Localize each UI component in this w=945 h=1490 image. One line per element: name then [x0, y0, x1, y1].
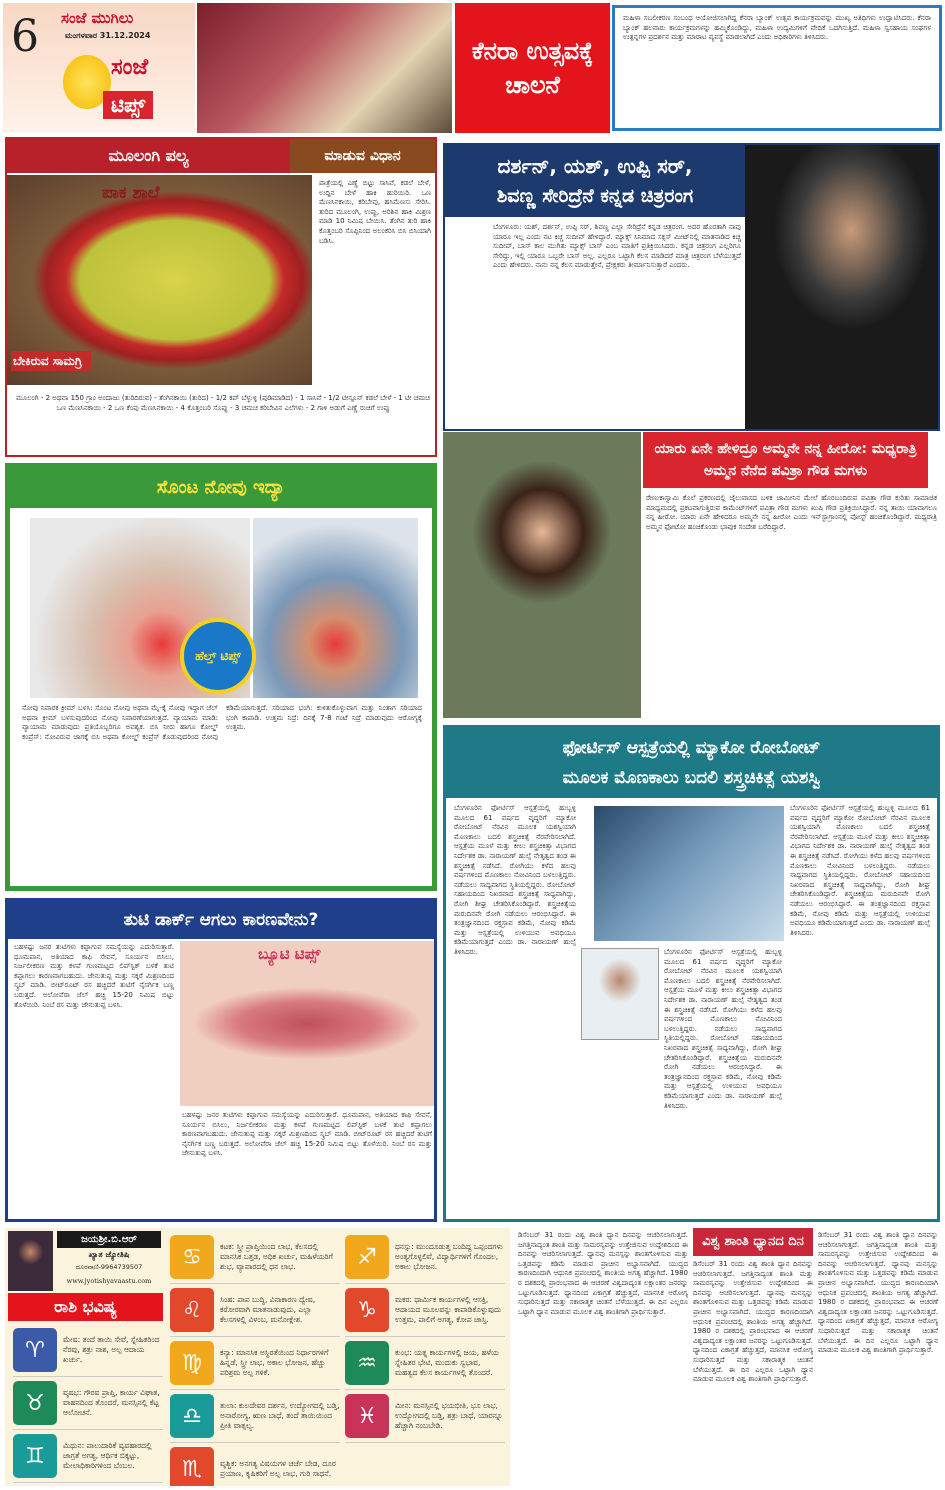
- canara-article: ಮಹಿಳಾ ಸಬಲೀಕರಣ ಸಂಬಂಧ ಆಯೋಜಿಸಲಾಗಿದ್ದ ಕೆನರಾ ಬ್ಯಾಂಕ್ ಉತ್ಸವ ಕಾರ್ಯಕ್ರಮವನ್ನು ಮುಖ್ಯ ಅತಿಥಿಗಳು ಉದ್ಘಾಟಿಸಿದರು. ಕೆನರಾ ಬ್ಯಾಂಕ್ ಹಲವಾರು ಕಾರ್ಯಕ್ರಮಗಳನ್ನು ಹಮ್ಮಿಕೊಂಡಿದ್ದು, ಮಹಿಳಾ ಉದ್ಯಮಿಗಳಿಗೆ ವೇದಿಕೆ ಒದಗಿಸುತ್ತಿದೆ. ಮಹಿಳಾ ಸ್ವಸಹಾಯ ಸಂಘಗಳ ಉತ್ಪನ್ನಗಳ ಪ್ರದರ್ಶನ ಮತ್ತು ಮಾರಾಟ ವ್ಯವಸ್ಥೆ ಮಾಡಲಾಗಿದೆ ಎಂದು ಅಧಿಕಾರಿಗಳು ತಿಳಿಸಿದರು.: [612, 5, 942, 131]
- fortis-headline-band: [446, 728, 937, 798]
- beauty-tips-label: ಬ್ಯೂಟಿ ಟಿಪ್ಸ್: [258, 945, 321, 963]
- canara-headline: ಕೆನರಾ ಉತ್ಸವಕ್ಕೆ ಚಾಲನೆ: [471, 37, 594, 99]
- darshan-section: [443, 143, 940, 431]
- recipe-method: ಪಾತ್ರೆಯಲ್ಲಿ ಎಣ್ಣೆ ಬಿಟ್ಟು ಸಾಸಿವೆ, ಕಡಲೆ ಬೇಳೆ, ಉದ್ದಿನ ಬೇಳೆ ಹಾಕಿ ಹುರಿಯಿರಿ. ಒಣ ಮೆಣಸಿನಕಾಯಿ, ಕರಿಬೇವು, ಹಸಿಮೆಣಸು ಸೇರಿಸಿ. ತುರಿದ ಮೂಲಂಗಿ, ಉಪ್ಪು, ಅರಿಶಿನ ಹಾಕಿ ಮಿಶ್ರಣ ಮಾಡಿ 10 ನಿಮಿಷ ಬೇಯಿಸಿ. ತೆಂಗಿನ ತುರಿ ಹಾಕಿ ಕೊತ್ತಂಬರಿ ಸೊಪ್ಪಿನಿಂದ ಅಲಂಕರಿಸಿ ಬಿಸಿ ಬಿಸಿಯಾಗಿ ಬಡಿಸಿ.: [319, 179, 431, 245]
- section-title-tips: ಟಿಪ್ಸ್: [103, 91, 153, 119]
- horoscope-text: ಮೀನ: ಮನಸ್ಸಿನಲ್ಲಿ ಭಯಭೀತಿ, ಭೂ ಲಾಭ, ಉದ್ಯೋಗದಲ್ಲಿ ಬಡ್ತಿ, ಶತ್ರು ಬಾಧೆ, ಯಾರನ್ನೂ ಹೆಚ್ಚಾಗಿ ನಂಬಬೇಡಿ.: [395, 1401, 503, 1430]
- darshan-article: ಬೆಂಗಳೂರು: ಯಶ್, ದರ್ಶನ್, ಉಪ್ಪಿ ಸರ್, ಶಿವಣ್ಣ ಎಲ್ಲಾ ಸೇರಿದ್ರೆನೆ ಕನ್ನಡ ಚಿತ್ರರಂಗ. ಅದರ ಹೊರತಾಗಿ ನಾವು ಯಾರೂ ಇಲ್ಲ ಎಂದು ನಟ ಕಿಚ್ಚ ಸುದೀಪ್ ಹೇಳಿದ್ದಾರೆ. ಮ್ಯಾಕ್ಸ್ ಸಿನಿಮಾದ ಸಕ್ಸಸ್ ಮೀಟ್‌ನಲ್ಲಿ ಮಾತನಾಡಿದ ಕಿಚ್ಚ ಸುದೀಪ್, ಬಾಸ್ ಕಾಲ ಮುಗಿತು ಮ್ಯಾಕ್ಸ್ ಬಾಸ್ ಎಂಬ ಮಾತಿಗೆ ಪ್ರತಿಕ್ರಿಯಿಸಿದರು. ಕನ್ನಡ ಚಿತ್ರರಂಗ ಎಲ್ಲರಿಗೂ ಸೇರಿದ್ದು, ಇಲ್ಲಿ ಯಾರೂ ಒಬ್ಬರೇ ಬಾಸ್ ಅಲ್ಲ. ಎಲ್ಲರೂ ಒಟ್ಟಾಗಿ ಕೆಲಸ ಮಾಡಿದರೆ ಮಾತ್ರ ಚಿತ್ರರಂಗ ಬೆಳೆಯುತ್ತದೆ ಎಂದು ಹೇಳಿದರು. ನಾನು ನನ್ನ ಕೆಲಸ ಮಾಡುತ್ತೇನೆ, ಪ್ರೇಕ್ಷಕರು ತೀರ್ಮಾನಿಸುತ್ತಾರೆ ಎಂದರು.: [493, 223, 741, 270]
- page-number: 6: [11, 11, 39, 62]
- recipe-title-bar: [7, 139, 290, 173]
- astrologer-title: ಖ್ಯಾತ ಜ್ಯೋತಿಷಿ: [88, 1250, 130, 1259]
- health-tips-badge: [180, 618, 256, 694]
- back-pain-headline: ಸೊಂಟ ನೋವು ಇದ್ಯಾ: [156, 477, 286, 498]
- meditation-article-col3: ಡಿಸೆಂಬರ್ 31 ರಂದು ವಿಶ್ವ ಶಾಂತಿ ಧ್ಯಾನ ದಿನವನ್ನು ಆಚರಿಸಲಾಗುತ್ತದೆ. ಜಗತ್ತಿನಾದ್ಯಂತ ಶಾಂತಿ ಮತ್ತು ಸಾಮರಸ್ಯವನ್ನು ಉತ್ತೇಜಿಸುವ ಉದ್ದೇಶದಿಂದ ಈ ದಿನವನ್ನು ಆಚರಿಸಲಾಗುತ್ತದೆ. ಧ್ಯಾನವು ಮನಸ್ಸನ್ನು ಶಾಂತಗೊಳಿಸುವ ಮತ್ತು ಒತ್ತಡವನ್ನು ಕಡಿಮೆ ಮಾಡುವ ಪ್ರಾಚೀನ ಅಭ್ಯಾಸವಾಗಿದೆ. ಯುದ್ಧದ ಕಾರಣದಿಂದಾಗಿ ಆಧುನಿಕ ಪ್ರಪಂಚದಲ್ಲಿ ಶಾಂತಿಯ ಅಗತ್ಯ ಹೆಚ್ಚಾಗಿದೆ. 1980 ರ ದಶಕದಲ್ಲಿ ಪ್ರಾರಂಭವಾದ ಈ ಆಚರಣೆ ವಿಶ್ವದಾದ್ಯಂತ ಲಕ್ಷಾಂತರ ಜನರನ್ನು ಒಟ್ಟುಗೂಡಿಸುತ್ತದೆ. ಧ್ಯಾನದಿಂದ ಏಕಾಗ್ರತೆ ಹೆಚ್ಚುತ್ತದೆ, ಮಾನಸಿಕ ಆರೋಗ್ಯ ಸುಧಾರಿಸುತ್ತದೆ ಮತ್ತು ಸಕಾರಾತ್ಮಕ ಚಿಂತನೆ ಬೆಳೆಯುತ್ತದೆ. ಈ ದಿನ ಎಲ್ಲರೂ ಒಟ್ಟಾಗಿ ಧ್ಯಾನ ಮಾಡುವ ಮೂಲಕ ವಿಶ್ವ ಶಾಂತಿಗಾಗಿ ಪ್ರಾರ್ಥಿಸುತ್ತಾರೆ.: [818, 1231, 938, 1355]
- fortis-body-area: [446, 798, 937, 1219]
- meditation-article-col1: ಡಿಸೆಂಬರ್ 31 ರಂದು ವಿಶ್ವ ಶಾಂತಿ ಧ್ಯಾನ ದಿನವನ್ನು ಆಚರಿಸಲಾಗುತ್ತದೆ. ಜಗತ್ತಿನಾದ್ಯಂತ ಶಾಂತಿ ಮತ್ತು ಸಾಮರಸ್ಯವನ್ನು ಉತ್ತೇಜಿಸುವ ಉದ್ದೇಶದಿಂದ ಈ ದಿನವನ್ನು ಆಚರಿಸಲಾಗುತ್ತದೆ. ಧ್ಯಾನವು ಮನಸ್ಸನ್ನು ಶಾಂತಗೊಳಿಸುವ ಮತ್ತು ಒತ್ತಡವನ್ನು ಕಡಿಮೆ ಮಾಡುವ ಪ್ರಾಚೀನ ಅಭ್ಯಾಸವಾಗಿದೆ. ಯುದ್ಧದ ಕಾರಣದಿಂದಾಗಿ ಆಧುನಿಕ ಪ್ರಪಂಚದಲ್ಲಿ ಶಾಂತಿಯ ಅಗತ್ಯ ಹೆಚ್ಚಾಗಿದೆ. 1980 ರ ದಶಕದಲ್ಲಿ ಪ್ರಾರಂಭವಾದ ಈ ಆಚರಣೆ ವಿಶ್ವದಾದ್ಯಂತ ಲಕ್ಷಾಂತರ ಜನರನ್ನು ಒಟ್ಟುಗೂಡಿಸುತ್ತದೆ. ಧ್ಯಾನದಿಂದ ಏಕಾಗ್ರತೆ ಹೆಚ್ಚುತ್ತದೆ, ಮಾನಸಿಕ ಆರೋಗ್ಯ ಸುಧಾರಿಸುತ್ತದೆ ಮತ್ತು ಸಕಾರಾತ್ಮಕ ಚಿಂತನೆ ಬೆಳೆಯುತ್ತದೆ. ಈ ದಿನ ಎಲ್ಲರೂ ಒಟ್ಟಾಗಿ ಧ್ಯಾನ ಮಾಡುವ ಮೂಲಕ ವಿಶ್ವ ಶಾಂತಿಗಾಗಿ ಪ್ರಾರ್ಥಿಸುತ್ತಾರೆ.: [518, 1231, 688, 1316]
- horoscope-text: ಕಟಕ: ಸ್ತ್ರೀ ಪ್ರಾಪ್ತಿಯಿಂದ ಲಾಭ, ಕೆಲಸದಲ್ಲಿ ಮಾನಸಿಕ ಒತ್ತಡ, ಅಧಿಕ ಖರ್ಚು, ಮಹಿಳೆಯರಿಗೆ ಶುಭ, ವ್ಯಾಪಾರದಲ್ಲಿ ಧನ ಲಾಭ.: [220, 1242, 333, 1271]
- horoscope-sign-0: [13, 1324, 163, 1377]
- lips-photo: [180, 941, 434, 1106]
- back-pain-section: [5, 463, 437, 891]
- amma-article: ರೇಣುಕಾಸ್ವಾಮಿ ಕೊಲೆ ಪ್ರಕರಣದಲ್ಲಿ ಜೈಲುವಾಸದ ಬಳಿಕ ಜಾಮೀನಿನ ಮೇಲೆ ಹೊರಬಂದಿರುವ ಪವಿತ್ರಾ ಗೌಡ ಕುರಿತು ಸಾಮಾಜಿಕ ಮಾಧ್ಯಮದಲ್ಲಿ ಪ್ರಕಟವಾಗುತ್ತಿರುವ ಕಾಮೆಂಟ್‌ಗಳಿಗೆ ಪವಿತ್ರಾ ಗೌಡ ಮಗಳು ಖುಷಿ ಗೌಡ ಪ್ರತಿಕ್ರಿಯಿಸಿದ್ದಾರೆ. ನನ್ನ ತಾಯಿ ಯಾವಾಗಲೂ ನನ್ನ ಹೀರೋ. ಯಾರು ಏನೇ ಹೇಳಿದರೂ ಅಮ್ಮನೇ ನನ್ನ ಹೀರೋ ಎಂದು ಇನ್‌ಸ್ಟಾಗ್ರಾಂನಲ್ಲಿ ಪೋಸ್ಟ್ ಹಂಚಿಕೊಂಡಿದ್ದಾರೆ. ಮಧ್ಯರಾತ್ರಿ ಅಮ್ಮನ ಫೋಟೋ ಹಂಚಿಕೊಂಡು ಭಾವುಕ ಸಂದೇಶ ಬರೆದಿದ್ದಾರೆ.: [646, 494, 937, 531]
- recipe-ingredients: ಮೂಲಂಗಿ - 2 ಅಥವಾ 150 ಗ್ರಾಂ ಅಂದಾಜು (ತುರಿದಿರುವ) - ತೆಂಗಿನಕಾಯಿ (ತುರಿದ) - 1/2 ಕಪ್ ಬೆಳ್ಳುಳ್ಳಿ (ಪುಡಿಮಾಡಿದ) - 1 ಸಾಸಿವೆ - 1/2 ಟೀಸ್ಪೂನ್ ಕಡಲೆ ಬೇಳೆ - 1 ಟೀ ಚಮಚ ಒಣ ಮೆಣಸಿನಕಾಯಿ - 2 ಒಣ ಕೆಂಪು ಮೆಣಸಿನಕಾಯಿ - 4 ಕೊತ್ತಂಬರಿ ಸೊಪ್ಪು - 3 ಚಮಚ ಕರಿಬೇವಿನ ಎಲೆಗಳು - 2 ಗಾಳಿ ಅಡುಗೆ ಎಣ್ಣೆ ರುಚಿಗೆ ಉಪ್ಪು: [16, 394, 430, 412]
- horoscope-text: ವೃಷಭ: ಗೌರವ ಪ್ರಾಪ್ತಿ, ಕಾರ್ಯ ವಿಘಾತ, ವಾಹನದಿಂದ ತೊಂದರೆ, ಮನಸ್ಸಿನಲ್ಲಿ ಕೆಟ್ಟ ಆಲೋಚನೆ.: [63, 1388, 160, 1417]
- lips-headline: ತುಟಿ ಡಾರ್ಕ್ ಆಗಲು ಕಾರಣವೇನು?: [123, 910, 319, 930]
- zodiac-9-icon: ♑: [345, 1288, 389, 1332]
- amma-content: [643, 432, 940, 718]
- astrologer-photo: [8, 1231, 53, 1291]
- zodiac-0-icon: ♈: [13, 1328, 57, 1372]
- fortis-article-col1: ಬೆಂಗಳೂರಿನ ಫೋರ್ಟಿಸ್ ಆಸ್ಪತ್ರೆಯಲ್ಲಿ ಹುಬ್ಬಳ್ಳಿ ಮೂಲದ 61 ವರ್ಷದ ವೃದ್ಧರಿಗೆ ಮ್ಯಾಕೋ ರೋಬೋಟ್ ನೆರವಿನ ಮೂಲಕ ಯಶಸ್ವಿಯಾಗಿ ಮೊಣಕಾಲು ಬದಲಿ ಶಸ್ತ್ರಚಿಕಿತ್ಸೆ ನೆರವೇರಿಸಲಾಗಿದೆ. ಆಸ್ಪತ್ರೆಯ ಮೂಳೆ ಮತ್ತು ಕೀಲು ಶಸ್ತ್ರಚಿಕಿತ್ಸಾ ವಿಭಾಗದ ನಿರ್ದೇಶಕ ಡಾ. ನಾರಾಯಣ್ ಹುಲ್ಸೆ ನೇತೃತ್ವದ ತಂಡ ಈ ಶಸ್ತ್ರಚಿಕಿತ್ಸೆ ನಡೆಸಿದೆ. ರೋಗಿಯು ಕಳೆದ ಹಲವು ವರ್ಷಗಳಿಂದ ಮೊಣಕಾಲು ನೋವಿನಿಂದ ಬಳಲುತ್ತಿದ್ದರು. ನಡೆಯಲು ಸಾಧ್ಯವಾಗದ ಸ್ಥಿತಿಯಲ್ಲಿದ್ದರು. ರೋಬೋಟ್ ಸಹಾಯದಿಂದ ನಿಖರವಾದ ಶಸ್ತ್ರಚಿಕಿತ್ಸೆ ಸಾಧ್ಯವಾಗಿದ್ದು, ರೋಗಿ ಶೀಘ್ರ ಚೇತರಿಸಿಕೊಂಡಿದ್ದಾರೆ. ಶಸ್ತ್ರಚಿಕಿತ್ಸೆಯ ಮರುದಿನವೇ ರೋಗಿ ನಡೆಯಲು ಆರಂಭಿಸಿದ್ದಾರೆ. ಈ ತಂತ್ರಜ್ಞಾನದಿಂದ ರಕ್ತಸ್ರಾವ ಕಡಿಮೆ, ನೋವು ಕಡಿಮೆ ಮತ್ತು ಆಸ್ಪತ್ರೆಯಲ್ಲಿ ಉಳಿಯುವ ಅವಧಿಯೂ ಕಡಿಮೆಯಾಗುತ್ತದೆ ಎಂದು ಡಾ. ನಾರಾಯಣ್ ಹುಲ್ಸೆ ತಿಳಿಸಿದರು.: [454, 804, 576, 956]
- sudeep-photo: [745, 145, 938, 429]
- health-tips-label: ಹೆಲ್ತ್ ಟಿಪ್ಸ್: [195, 648, 241, 663]
- ingredients-label: ಬೇಕಿರುವ ಸಾಮಗ್ರಿ: [11, 351, 91, 371]
- fortis-section: [443, 725, 940, 1222]
- method-label-bar: [290, 139, 435, 173]
- horoscope-col-3: [345, 1231, 505, 1443]
- lips-article-right: ಬಹಳಷ್ಟು ಜನರ ತುಟಿಗಳು ಕಪ್ಪಾಗುವ ಸಮಸ್ಯೆಯನ್ನು ಎದುರಿಸುತ್ತಾರೆ. ಧೂಮಪಾನ, ಅತಿಯಾದ ಕಾಫಿ ಸೇವನೆ, ಸೂರ್ಯನ ಬಿಸಿಲು, ನಿರ್ಜಲೀಕರಣ ಮತ್ತು ಕಳಪೆ ಗುಣಮಟ್ಟದ ಲಿಪ್‌ಸ್ಟಿಕ್ ಬಳಕೆ ತುಟಿ ಕಪ್ಪಾಗಲು ಕಾರಣವಾಗಬಹುದು. ಜೇನುತುಪ್ಪ ಮತ್ತು ಸಕ್ಕರೆ ಮಿಶ್ರಣದಿಂದ ಸ್ಕ್ರಬ್ ಮಾಡಿ. ಬೀಟ್‌ರೂಟ್ ರಸ ಹಚ್ಚಿದರೆ ತುಟಿಗೆ ನೈಸರ್ಗಿಕ ಬಣ್ಣ ಬರುತ್ತದೆ. ಅಲೋವೆರಾ ಜೆಲ್ ಹಚ್ಚಿ 15-20 ನಿಮಿಷ ಬಿಟ್ಟು ತೊಳೆಯಿರಿ. ನಿಂಬೆ ರಸ ಮತ್ತು ಜೇನುತುಪ್ಪ ಬಳಸಿ.: [182, 1111, 432, 1158]
- horoscope-text: ವೃಶ್ಚಿಕ: ಅನಗತ್ಯ ವಿಷಯಗಳ ಚರ್ಚೆ ಬೇಡ, ದೂರ ಪ್ರಯಾಣ, ಕೃಷಿಕರಿಗೆ ಅಲ್ಪ ಲಾಭ, ಗುರಿ ಸಾಧನೆ.: [220, 1459, 336, 1478]
- horoscope-text: ಕುಂಭ: ಯತ್ನ ಕಾರ್ಯಗಳಲ್ಲಿ ಜಯ, ಹಳೆಯ ಸ್ನೇಹಿತರ ಭೇಟಿ, ಮುದುಕು ಸ್ವಭಾವ, ಮಹತ್ವದ ಕೆಲಸ ಕಾರ್ಯಗಳಲ್ಲಿ ತೊಂದರೆ.: [395, 1348, 499, 1377]
- zodiac-4-icon: ♌: [170, 1288, 214, 1332]
- astrologer-name: ಜಯಶ್ರೀ.ಬಿ.ಆರ್: [57, 1231, 161, 1248]
- zodiac-3-icon: ♋: [170, 1235, 214, 1279]
- horoscope-col-2: [170, 1231, 340, 1486]
- method-label: ಮಾಡುವ ವಿಧಾನ: [324, 148, 401, 164]
- lips-headline-bar: [8, 901, 434, 939]
- back-pain-headline-bar: [10, 468, 432, 508]
- lips-article-left: ಬಹಳಷ್ಟು ಜನರ ತುಟಿಗಳು ಕಪ್ಪಾಗುವ ಸಮಸ್ಯೆಯನ್ನು ಎದುರಿಸುತ್ತಾರೆ. ಧೂಮಪಾನ, ಅತಿಯಾದ ಕಾಫಿ ಸೇವನೆ, ಸೂರ್ಯನ ಬಿಸಿಲು, ನಿರ್ಜಲೀಕರಣ ಮತ್ತು ಕಳಪೆ ಗುಣಮಟ್ಟದ ಲಿಪ್‌ಸ್ಟಿಕ್ ಬಳಕೆ ತುಟಿ ಕಪ್ಪಾಗಲು ಕಾರಣವಾಗಬಹುದು. ಜೇನುತುಪ್ಪ ಮತ್ತು ಸಕ್ಕರೆ ಮಿಶ್ರಣದಿಂದ ಸ್ಕ್ರಬ್ ಮಾಡಿ. ಬೀಟ್‌ರೂಟ್ ರಸ ಹಚ್ಚಿದರೆ ತುಟಿಗೆ ನೈಸರ್ಗಿಕ ಬಣ್ಣ ಬರುತ್ತದೆ. ಅಲೋವೆರಾ ಜೆಲ್ ಹಚ್ಚಿ 15-20 ನಿಮಿಷ ಬಿಟ್ಟು ತೊಳೆಯಿರಿ. ನಿಂಬೆ ರಸ ಮತ್ತು ಜೇನುತುಪ್ಪ ಬಳಸಿ.: [14, 943, 174, 1009]
- masthead: [3, 3, 195, 133]
- horoscope-title: ರಾಶಿ ಭವಿಷ್ಯ: [8, 1293, 163, 1321]
- meditation-headline: ವಿಶ್ವ ಶಾಂತಿ ಧ್ಯಾನದ ದಿನ: [702, 1234, 804, 1249]
- zodiac-7-icon: ♏: [170, 1447, 214, 1486]
- fortis-headline-2: ಮೂಲಕ ಮೊಣಕಾಲು ಬದಲಿ ಶಸ್ತ್ರಚಿಕಿತ್ಸೆ ಯಶಸ್ವಿ: [562, 768, 821, 788]
- darshan-headline-1: ದರ್ಶನ್, ಯಶ್, ಉಪ್ಪಿ ಸರ್,: [497, 154, 693, 178]
- meditation-headline-box: [693, 1228, 813, 1256]
- zodiac-1-icon: ♉: [13, 1381, 57, 1425]
- horoscope-sign-9: [345, 1284, 505, 1337]
- horoscope-text: ಸಿಂಹ: ಪಾಪ ಬುದ್ಧಿ, ವಿನಾಕಾರಣ ದ್ವೇಷ, ಕಠೋರವಾಗಿ ಮಾತನಾಡುವುದು, ಎಲ್ಲಾ ಕೆಲಸಗಳಲ್ಲಿ ವಿಳಂಬ, ಮನೋಕ್ಲೇಶ.: [220, 1295, 316, 1324]
- horoscope-text: ಮಕರ: ಧಾರ್ಮಿಕ ಕಾರ್ಯಗಳಲ್ಲಿ ಆಸಕ್ತಿ, ಆದಾಯದ ಮೂಲವನ್ನು ಕಾಪಾಡಿಕೊಳ್ಳುವುದು ಉತ್ತಮ, ಪಾಲಿಗೆ ಅಗತ್ಯ, ಕೋಪ ಜಾಸ್ತಿ.: [395, 1295, 502, 1324]
- astrologer-phone: ದೂರವಾಣಿ-9964739507: [75, 1263, 143, 1271]
- horoscope-text: ಕನ್ಯಾ: ಮಾನಸಿಕ ಅಸ್ಥಿರತೆಯಿಂದ ನಿರ್ಧಾರಗಳಿಗೆ ಹಿನ್ನಡೆ, ಸ್ತ್ರೀ ಲಾಭ, ಅಕಾಲ ಭೋಜನ, ಹೆಚ್ಚು ಪರಿಶ್ರಮ ಅಲ್ಪ ಗಳಿಕೆ.: [220, 1348, 329, 1377]
- canara-headline-box: [455, 3, 610, 133]
- back-pain-photo-right: [253, 518, 418, 698]
- horoscope-sign-7: [170, 1443, 340, 1486]
- surgery-photo: [594, 806, 784, 941]
- zodiac-5-icon: ♍: [170, 1341, 214, 1385]
- horoscope-sign-1: [13, 1377, 163, 1430]
- zodiac-11-icon: ♓: [345, 1394, 389, 1438]
- astrologer-website[interactable]: www.jyotishyavaastu.com: [66, 1277, 152, 1285]
- doctor-photo: [581, 948, 659, 1040]
- horoscope-col-1: [13, 1324, 163, 1483]
- fortis-article-col3: ಬೆಂಗಳೂರಿನ ಫೋರ್ಟಿಸ್ ಆಸ್ಪತ್ರೆಯಲ್ಲಿ ಹುಬ್ಬಳ್ಳಿ ಮೂಲದ 61 ವರ್ಷದ ವೃದ್ಧರಿಗೆ ಮ್ಯಾಕೋ ರೋಬೋಟ್ ನೆರವಿನ ಮೂಲಕ ಯಶಸ್ವಿಯಾಗಿ ಮೊಣಕಾಲು ಬದಲಿ ಶಸ್ತ್ರಚಿಕಿತ್ಸೆ ನೆರವೇರಿಸಲಾಗಿದೆ. ಆಸ್ಪತ್ರೆಯ ಮೂಳೆ ಮತ್ತು ಕೀಲು ಶಸ್ತ್ರಚಿಕಿತ್ಸಾ ವಿಭಾಗದ ನಿರ್ದೇಶಕ ಡಾ. ನಾರಾಯಣ್ ಹುಲ್ಸೆ ನೇತೃತ್ವದ ತಂಡ ಈ ಶಸ್ತ್ರಚಿಕಿತ್ಸೆ ನಡೆಸಿದೆ. ರೋಗಿಯು ಕಳೆದ ಹಲವು ವರ್ಷಗಳಿಂದ ಮೊಣಕಾಲು ನೋವಿನಿಂದ ಬಳಲುತ್ತಿದ್ದರು. ನಡೆಯಲು ಸಾಧ್ಯವಾಗದ ಸ್ಥಿತಿಯಲ್ಲಿದ್ದರು. ರೋಬೋಟ್ ಸಹಾಯದಿಂದ ನಿಖರವಾದ ಶಸ್ತ್ರಚಿಕಿತ್ಸೆ ಸಾಧ್ಯವಾಗಿದ್ದು, ರೋಗಿ ಶೀಘ್ರ ಚೇತರಿಸಿಕೊಂಡಿದ್ದಾರೆ. ಶಸ್ತ್ರಚಿಕಿತ್ಸೆಯ ಮರುದಿನವೇ ರೋಗಿ ನಡೆಯಲು ಆರಂಭಿಸಿದ್ದಾರೆ. ಈ ತಂತ್ರಜ್ಞಾನದಿಂದ ರಕ್ತಸ್ರಾವ ಕಡಿಮೆ, ನೋವು ಕಡಿಮೆ ಮತ್ತು ಆಸ್ಪತ್ರೆಯಲ್ಲಿ ಉಳಿಯುವ ಅವಧಿಯೂ ಕಡಿಮೆಯಾಗುತ್ತದೆ ಎಂದು ಡಾ. ನಾರಾಯಣ್ ಹುಲ್ಸೆ ತಿಳಿಸಿದರು.: [790, 804, 930, 937]
- section-kitchen: ಪಾಕ ಶಾಲೆ: [102, 183, 160, 203]
- recipe-section: [5, 137, 437, 457]
- zodiac-8-icon: ♐: [345, 1235, 389, 1279]
- back-pain-article: ನೋವು ನಿವಾರಕ ಕ್ರೀಮ್ ಬಳಸಿ: ಸೊಂಟ ನೋವು ಅಥವಾ ಮೈ-ಕೈ ನೋವು ಇದ್ದಾಗ ಜೆಲ್ ಅಥವಾ ಕ್ರೀಮ್ ಬಳಸುವುದರಿಂದ ನೋವು ನಿವಾರಣೆಯಾಗುತ್ತದೆ. ವ್ಯಾಯಾಮ ಮಾಡಿ: ವ್ಯಾಯಾಮ ಮಾಡುವುದು ಪ್ರತಿಯೊಬ್ಬರಿಗೂ ಅವಶ್ಯಕ. ಬಿಸಿ ನೀರು ಹಾಗೂ ಕೋಲ್ಡ್ ಕಂಪ್ರೆಸ್: ನೋವಿರುವ ಜಾಗಕ್ಕೆ ಬಿಸಿ ಅಥವಾ ಕೋಲ್ಡ್ ಕಂಪ್ರೆಸ್ ಕೊಡುವುದರಿಂದ ನೋವು ಕಡಿಮೆಯಾಗುತ್ತದೆ. ಸರಿಯಾದ ಭಂಗಿ: ಕುಳಿತುಕೊಳ್ಳುವಾಗ ಮತ್ತು ನಿಂತಾಗ ಸರಿಯಾದ ಭಂಗಿ ಕಾಪಾಡಿ. ಉತ್ತಮ ನಿದ್ರೆ: ದಿನಕ್ಕೆ 7-8 ಗಂಟೆ ನಿದ್ರೆ ಮಾಡುವುದು ಆರೋಗ್ಯಕ್ಕೆ ಉತ್ತಮ.: [22, 704, 422, 741]
- horoscope-text: ಧನಸ್ಸು: ಮುಂದೂಡುತ್ತ ಬಂದಿದ್ದ ಒಪ್ಪಂದಗಳು ಅಂತ್ಯಗೊಳ್ಳಲಿವೆ, ವಿದ್ಯಾರ್ಥಿಗಳಿಗೆ ಗೊಂದಲ, ಅಕಾಲ ಭೋಜನ.: [395, 1242, 503, 1271]
- horoscope-sign-5: [170, 1337, 340, 1390]
- recipe-title: ಮೂಲಂಗಿ ಪಲ್ಯ: [108, 146, 189, 165]
- horoscope-sign-11: [345, 1390, 505, 1443]
- horoscope-sign-4: [170, 1284, 340, 1337]
- meditation-article-col2: ಡಿಸೆಂಬರ್ 31 ರಂದು ವಿಶ್ವ ಶಾಂತಿ ಧ್ಯಾನ ದಿನವನ್ನು ಆಚರಿಸಲಾಗುತ್ತದೆ. ಜಗತ್ತಿನಾದ್ಯಂತ ಶಾಂತಿ ಮತ್ತು ಸಾಮರಸ್ಯವನ್ನು ಉತ್ತೇಜಿಸುವ ಉದ್ದೇಶದಿಂದ ಈ ದಿನವನ್ನು ಆಚರಿಸಲಾಗುತ್ತದೆ. ಧ್ಯಾನವು ಮನಸ್ಸನ್ನು ಶಾಂತಗೊಳಿಸುವ ಮತ್ತು ಒತ್ತಡವನ್ನು ಕಡಿಮೆ ಮಾಡುವ ಪ್ರಾಚೀನ ಅಭ್ಯಾಸವಾಗಿದೆ. ಯುದ್ಧದ ಕಾರಣದಿಂದಾಗಿ ಆಧುನಿಕ ಪ್ರಪಂಚದಲ್ಲಿ ಶಾಂತಿಯ ಅಗತ್ಯ ಹೆಚ್ಚಾಗಿದೆ. 1980 ರ ದಶಕದಲ್ಲಿ ಪ್ರಾರಂಭವಾದ ಈ ಆಚರಣೆ ವಿಶ್ವದಾದ್ಯಂತ ಲಕ್ಷಾಂತರ ಜನರನ್ನು ಒಟ್ಟುಗೂಡಿಸುತ್ತದೆ. ಧ್ಯಾನದಿಂದ ಏಕಾಗ್ರತೆ ಹೆಚ್ಚುತ್ತದೆ, ಮಾನಸಿಕ ಆರೋಗ್ಯ ಸುಧಾರಿಸುತ್ತದೆ ಮತ್ತು ಸಕಾರಾತ್ಮಕ ಚಿಂತನೆ ಬೆಳೆಯುತ್ತದೆ. ಈ ದಿನ ಎಲ್ಲರೂ ಒಟ್ಟಾಗಿ ಧ್ಯಾನ ಮಾಡುವ ಮೂಲಕ ವಿಶ್ವ ಶಾಂತಿಗಾಗಿ ಪ್ರಾರ್ಥಿಸುತ್ತಾರೆ.: [693, 1260, 813, 1384]
- darshan-headline-2: ಶಿವಣ್ಣ ಸೇರಿದ್ರೆನೆ ಕನ್ನಡ ಚಿತ್ರರಂಗ: [496, 185, 694, 207]
- horoscope-sign-6: [170, 1390, 340, 1443]
- section-title: ಸಂಜೆ: [111, 55, 149, 80]
- fortis-article-col2: ಬೆಂಗಳೂರಿನ ಫೋರ್ಟಿಸ್ ಆಸ್ಪತ್ರೆಯಲ್ಲಿ ಹುಬ್ಬಳ್ಳಿ ಮೂಲದ 61 ವರ್ಷದ ವೃದ್ಧರಿಗೆ ಮ್ಯಾಕೋ ರೋಬೋಟ್ ನೆರವಿನ ಮೂಲಕ ಯಶಸ್ವಿಯಾಗಿ ಮೊಣಕಾಲು ಬದಲಿ ಶಸ್ತ್ರಚಿಕಿತ್ಸೆ ನೆರವೇರಿಸಲಾಗಿದೆ. ಆಸ್ಪತ್ರೆಯ ಮೂಳೆ ಮತ್ತು ಕೀಲು ಶಸ್ತ್ರಚಿಕಿತ್ಸಾ ವಿಭಾಗದ ನಿರ್ದೇಶಕ ಡಾ. ನಾರಾಯಣ್ ಹುಲ್ಸೆ ನೇತೃತ್ವದ ತಂಡ ಈ ಶಸ್ತ್ರಚಿಕಿತ್ಸೆ ನಡೆಸಿದೆ. ರೋಗಿಯು ಕಳೆದ ಹಲವು ವರ್ಷಗಳಿಂದ ಮೊಣಕಾಲು ನೋವಿನಿಂದ ಬಳಲುತ್ತಿದ್ದರು. ನಡೆಯಲು ಸಾಧ್ಯವಾಗದ ಸ್ಥಿತಿಯಲ್ಲಿದ್ದರು. ರೋಬೋಟ್ ಸಹಾಯದಿಂದ ನಿಖರವಾದ ಶಸ್ತ್ರಚಿಕಿತ್ಸೆ ಸಾಧ್ಯವಾಗಿದ್ದು, ರೋಗಿ ಶೀಘ್ರ ಚೇತರಿಸಿಕೊಂಡಿದ್ದಾರೆ. ಶಸ್ತ್ರಚಿಕಿತ್ಸೆಯ ಮರುದಿನವೇ ರೋಗಿ ನಡೆಯಲು ಆರಂಭಿಸಿದ್ದಾರೆ. ಈ ತಂತ್ರಜ್ಞಾನದಿಂದ ರಕ್ತಸ್ರಾವ ಕಡಿಮೆ, ನೋವು ಕಡಿಮೆ ಮತ್ತು ಆಸ್ಪತ್ರೆಯಲ್ಲಿ ಉಳಿಯುವ ಅವಧಿಯೂ ಕಡಿಮೆಯಾಗುತ್ತದೆ ಎಂದು ಡಾ. ನಾರಾಯಣ್ ಹುಲ್ಸೆ ತಿಳಿಸಿದರು.: [664, 948, 782, 1110]
- zodiac-2-icon: ♊: [13, 1434, 57, 1478]
- amma-headline: ಯಾರು ಏನೇ ಹೇಳಿದ್ರೂ ಅಮ್ಮನೇ ನನ್ನ ಹೀರೋ: ಮಧ್ಯರಾತ್ರಿ ಅಮ್ಮನ ನೆನೆದ ಪವಿತ್ರಾ ಗೌಡ ಮಗಳು: [654, 441, 917, 479]
- lips-section: [5, 898, 437, 1222]
- zodiac-10-icon: ♒: [345, 1341, 389, 1385]
- darshan-content: [445, 145, 745, 429]
- horoscope-sign-10: [345, 1337, 505, 1390]
- horoscope-sign-8: [345, 1231, 505, 1284]
- horoscope-sign-2: [13, 1430, 163, 1483]
- issue-date: ಮಂಗಳವಾರ 31.12.2024: [65, 31, 151, 40]
- horoscope-sign-3: [170, 1231, 340, 1284]
- pavithra-daughter-photo: [443, 432, 641, 718]
- darshan-headline-band: [445, 145, 745, 217]
- horoscope-text: ಮಿಥುನ: ಪಾಲುದಾರಿಕೆ ವ್ಯವಹಾರದಲ್ಲಿ ಜಾಗ್ರತೆ ಅಗತ್ಯ, ಆರ್ಥಿಕ ಬಿಕ್ಕಟ್ಟು, ಮೇಲಾಧಿಕಾರಿಗಳಿಂದ ಬೆಂಬಲ.: [63, 1441, 152, 1470]
- fortis-headline-1: ಫೋರ್ಟಿಸ್ ಆಸ್ಪತ್ರೆಯಲ್ಲಿ ಮ್ಯಾಕೋ ರೋಬೋಟ್: [562, 738, 821, 758]
- zodiac-6-icon: ♎: [170, 1394, 214, 1438]
- horoscope-section: [5, 1228, 510, 1486]
- horoscope-text: ಮೇಷ: ತಂದೆ ತಾಯಿ ಸೇವೆ, ಸ್ನೇಹಿತರಿಂದ ನೆರವು, ಶತ್ರು ನಾಶ, ಅಲ್ಪ ಆದಾಯ ಖರ್ಚು.: [63, 1335, 160, 1364]
- amma-headline-box: [643, 432, 928, 488]
- meditation-section: [515, 1228, 940, 1486]
- paper-name: ಸಂಜೆ ಮುಗಿಲು: [61, 9, 134, 27]
- meditation-middle: [693, 1228, 813, 1483]
- horoscope-text: ತುಲಾ: ಕುಲದೇವರ ದರ್ಶನ, ಉದ್ಯೋಗದಲ್ಲಿ ಬಡ್ತಿ, ಅನಾರೋಗ್ಯ, ಋಣ ಬಾಧೆ, ತಂದೆ ತಾಯಿಯಿಂದ ಪ್ರೀತಿ ವಾತ್ಸಲ್ಯ.: [220, 1401, 340, 1430]
- canara-event-photo: [197, 3, 452, 133]
